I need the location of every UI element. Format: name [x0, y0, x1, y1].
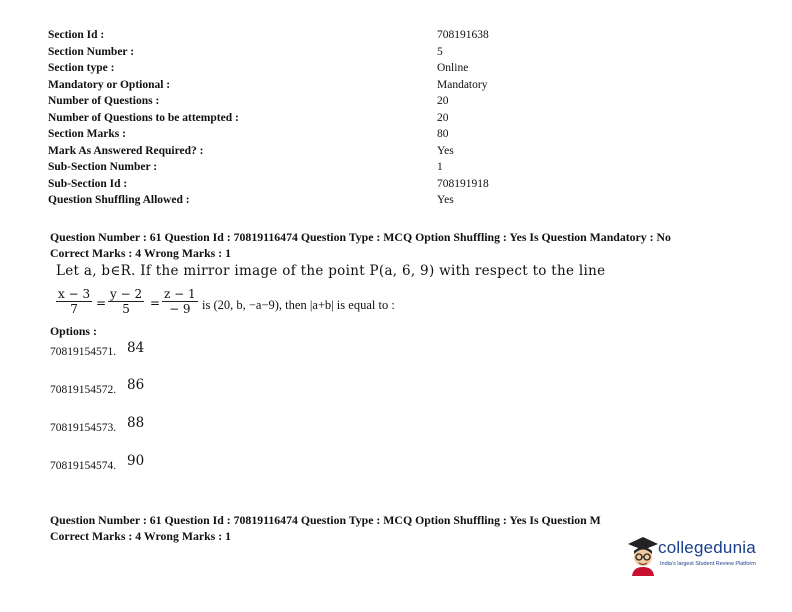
meta-row-questions-to-attempt — [48, 110, 568, 127]
meta-key: Mark As Answered Required? : — [48, 144, 204, 157]
meta-value: 20 — [437, 95, 449, 107]
meta-value: 708191638 — [437, 29, 489, 41]
meta-row-subsection-id — [48, 176, 568, 193]
meta-value: Yes — [437, 194, 454, 206]
logo-tagline: India's largest Student Review Platform — [660, 561, 756, 567]
option-value[interactable]: 90 — [127, 453, 145, 469]
meta-row-section-type — [48, 60, 568, 77]
question-header: Question Number : 61 Question Id : 70819116474 Question Type : MCQ Option Shuffling : Yes Is Question Mandatory : No — [50, 230, 671, 244]
student-mascot-icon — [626, 534, 660, 576]
fraction-x — [56, 287, 92, 317]
meta-key: Section Marks : — [48, 128, 126, 140]
meta-row-subsection-number — [48, 159, 568, 176]
option-id: 70819154573. — [50, 422, 117, 434]
collegedunia-logo — [626, 534, 766, 580]
meta-key: Question Shuffling Allowed : — [48, 194, 190, 206]
meta-row-section-id — [48, 27, 568, 44]
section-metadata — [48, 27, 568, 209]
option-id: 70819154571. — [50, 346, 117, 358]
question-text: Let a, b∈R. If the mirror image of the point P(a, 6, 9) with respect to the line — [56, 263, 606, 279]
option-value[interactable]: 88 — [127, 415, 145, 431]
option-id: 70819154572. — [50, 384, 117, 396]
logo-wordmark: collegedunia — [658, 538, 756, 557]
meta-row-question-shuffling — [48, 192, 568, 209]
option-id: 70819154574. — [50, 460, 117, 472]
meta-row-section-marks — [48, 126, 568, 143]
next-question-header: Question Number : 61 Question Id : 70819116474 Question Type : MCQ Option Shuffling : Yes Is Question M — [50, 513, 601, 527]
fraction-numerator: z − 1 — [164, 287, 196, 301]
meta-key: Section Number : — [48, 45, 135, 58]
meta-value: Mandatory — [437, 78, 488, 91]
meta-key: Mandatory or Optional : — [48, 78, 171, 91]
meta-key: Section type : — [48, 62, 115, 74]
question-marks: Correct Marks : 4 Wrong Marks : 1 — [50, 246, 231, 260]
meta-value: Yes — [437, 144, 454, 157]
equals-sign: = — [96, 296, 107, 310]
meta-key: Sub-Section Number : — [48, 161, 158, 173]
meta-key: Sub-Section Id : — [48, 177, 128, 190]
meta-key: Number of Questions : — [48, 95, 160, 107]
option-value[interactable]: 86 — [127, 377, 145, 393]
fraction-z — [162, 287, 198, 317]
meta-value: 20 — [437, 111, 449, 124]
next-question-marks: Correct Marks : 4 Wrong Marks : 1 — [50, 529, 231, 543]
equals-sign: = — [150, 296, 161, 310]
fraction-numerator: y − 2 — [110, 287, 143, 301]
meta-row-number-of-questions — [48, 93, 568, 110]
meta-key: Number of Questions to be attempted : — [48, 111, 239, 124]
meta-value: 1 — [437, 161, 443, 173]
meta-row-section-number — [48, 44, 568, 61]
meta-value: 708191918 — [437, 177, 489, 190]
meta-key: Section Id : — [48, 29, 105, 41]
option-value[interactable]: 84 — [127, 340, 145, 356]
meta-row-mark-as-answered — [48, 143, 568, 160]
options-label: Options : — [50, 324, 97, 338]
meta-value: 5 — [437, 45, 443, 58]
fraction-numerator: x − 3 — [58, 287, 91, 301]
fraction-y — [108, 287, 144, 317]
fraction-denominator: − 9 — [169, 302, 191, 316]
fraction-denominator: 5 — [122, 302, 130, 316]
meta-value: 80 — [437, 128, 449, 140]
fraction-denominator: 7 — [70, 302, 78, 316]
meta-value: Online — [437, 62, 469, 74]
question-text-continued: is (20, b, −a−9), then |a+b| is equal to : — [202, 298, 395, 312]
meta-row-mandatory — [48, 77, 568, 94]
